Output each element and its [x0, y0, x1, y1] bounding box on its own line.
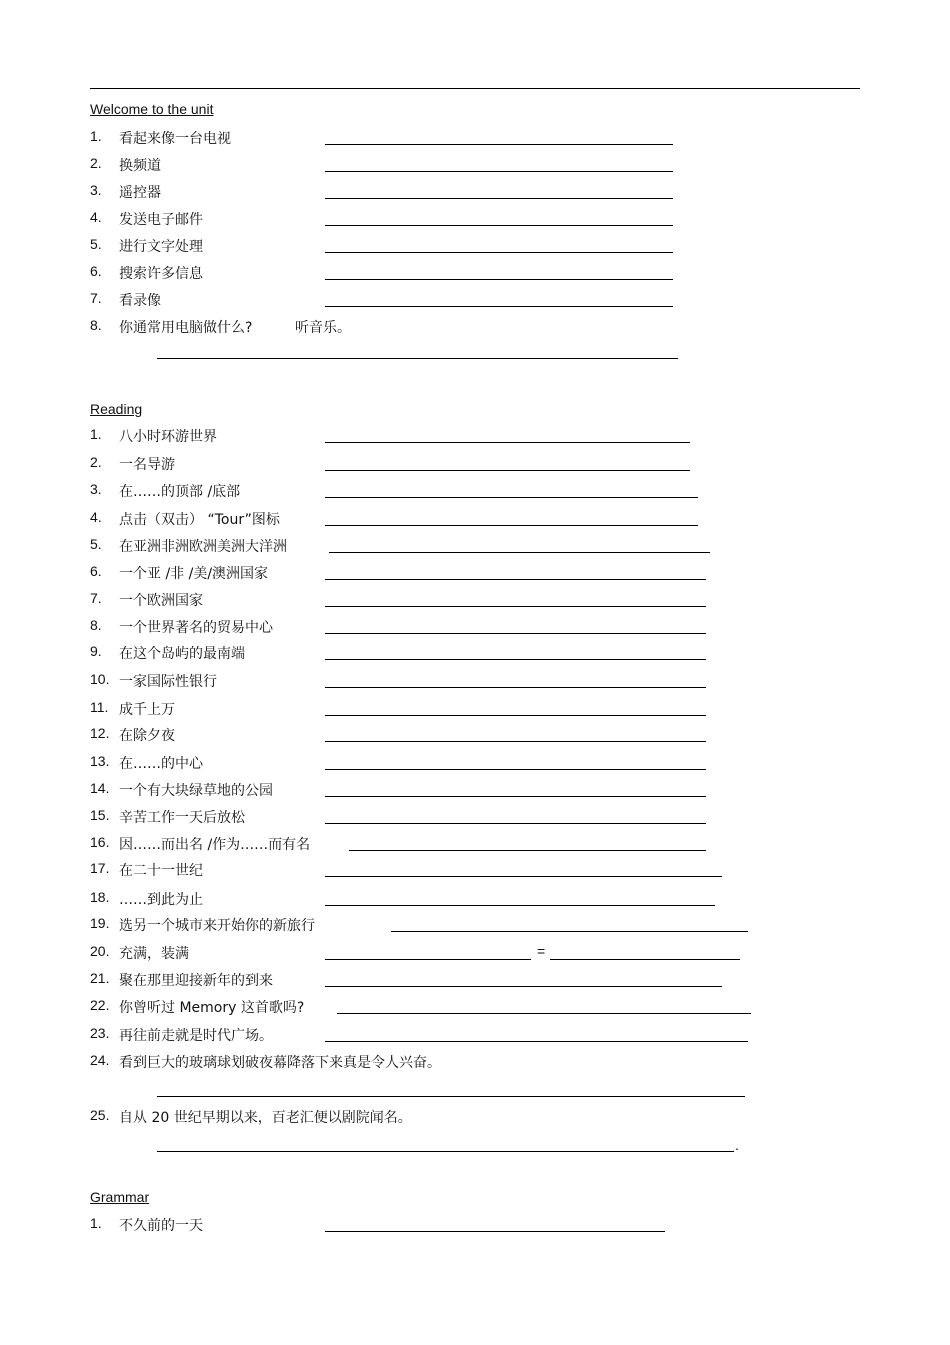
item-prompt: 一个有大块绿草地的公园 — [119, 783, 273, 799]
answer-blank[interactable] — [325, 225, 673, 226]
item-number: 23. — [90, 1025, 110, 1041]
equals-sign: = — [537, 943, 546, 959]
answer-blank[interactable] — [325, 687, 706, 688]
item-prompt: 你曾听过 Memory 这首歌吗? — [119, 1000, 305, 1016]
item-number: 21. — [90, 970, 110, 986]
answer-blank[interactable] — [325, 198, 673, 199]
answer-blank[interactable] — [325, 279, 673, 280]
item-prompt: 充满，装满 — [119, 946, 189, 962]
answer-blank[interactable] — [325, 606, 706, 607]
answer-blank[interactable] — [325, 986, 722, 987]
item-number: 16. — [90, 834, 110, 850]
item-number: 1. — [90, 128, 102, 144]
item-number: 14. — [90, 780, 110, 796]
item-number: 13. — [90, 753, 110, 769]
item-number: 17. — [90, 860, 110, 876]
item-number: 8. — [90, 317, 102, 333]
item-number: 24. — [90, 1052, 110, 1068]
item-prompt: 八小时环游世界 — [119, 429, 217, 445]
item-number: 12. — [90, 725, 110, 741]
answer-blank[interactable] — [391, 931, 748, 932]
answer-blank[interactable] — [325, 470, 690, 471]
item-prompt: 搜索许多信息 — [119, 266, 203, 282]
item-number: 20. — [90, 943, 110, 959]
item-prompt: 不久前的一天 — [119, 1218, 203, 1234]
item-number: 6. — [90, 563, 102, 579]
item-prompt: 在……的顶部 /底部 — [119, 484, 241, 500]
item-prompt: 你通常用电脑做什么? — [119, 320, 253, 336]
answer-blank[interactable] — [325, 796, 706, 797]
item-prompt: 看录像 — [119, 293, 161, 309]
item-number: 10. — [90, 671, 110, 687]
item-prompt: 看起来像一台电视 — [119, 131, 231, 147]
item-prompt: 一个亚 /非 /美/澳洲国家 — [119, 566, 269, 582]
item-number: 1. — [90, 426, 102, 442]
item-prompt: 进行文字处理 — [119, 239, 203, 255]
item-number: 2. — [90, 155, 102, 171]
item-prompt: 在这个岛屿的最南端 — [119, 646, 245, 662]
answer-blank[interactable] — [325, 905, 715, 906]
item-number: 3. — [90, 182, 102, 198]
answer-blank[interactable] — [349, 850, 706, 851]
answer-blank[interactable] — [325, 497, 698, 498]
item-number: 4. — [90, 209, 102, 225]
item-number: 22. — [90, 997, 110, 1013]
item-prompt: 因……而出名 /作为……而有名 — [119, 837, 311, 853]
item-number: 18. — [90, 889, 110, 905]
item-number: 3. — [90, 481, 102, 497]
answer-blank[interactable] — [325, 252, 673, 253]
item-number: 8. — [90, 617, 102, 633]
item-prompt: 一名导游 — [119, 457, 175, 473]
answer-blank[interactable] — [329, 552, 710, 553]
answer-blank[interactable] — [325, 659, 706, 660]
item-prompt: 选另一个城市来开始你的新旅行 — [119, 918, 315, 934]
answer-blank[interactable] — [325, 171, 673, 172]
section-title-welcome: Welcome to the unit — [90, 101, 214, 117]
answer-blank[interactable] — [325, 715, 706, 716]
item-number: 7. — [90, 290, 102, 306]
item-number: 9. — [90, 643, 102, 659]
item-number: 2. — [90, 454, 102, 470]
item-prompt: 一家国际性银行 — [119, 674, 217, 690]
item-number: 6. — [90, 263, 102, 279]
answer-blank[interactable] — [325, 525, 698, 526]
answer-blank[interactable] — [325, 741, 706, 742]
answer-blank[interactable] — [325, 769, 706, 770]
answer-blank[interactable] — [157, 358, 678, 359]
item-number: 7. — [90, 590, 102, 606]
item-prompt: 自从 20 世纪早期以来，百老汇便以剧院闻名。 — [119, 1110, 412, 1126]
item-example-answer: 听音乐。 — [295, 320, 351, 336]
answer-blank[interactable] — [325, 959, 531, 960]
item-number: 19. — [90, 915, 110, 931]
answer-blank[interactable] — [325, 306, 673, 307]
item-prompt: 一个欧洲国家 — [119, 593, 203, 609]
item-prompt: 在亚洲非洲欧洲美洲大洋洲 — [119, 539, 287, 555]
answer-blank[interactable] — [325, 876, 722, 877]
answer-blank[interactable] — [337, 1013, 751, 1014]
item-number: 1. — [90, 1215, 102, 1231]
answer-blank[interactable] — [325, 144, 673, 145]
answer-blank[interactable] — [550, 959, 740, 960]
answer-blank[interactable] — [157, 1151, 734, 1152]
item-prompt: ……到此为止 — [119, 892, 203, 908]
answer-blank[interactable] — [157, 1096, 745, 1097]
answer-blank[interactable] — [325, 442, 690, 443]
item-prompt: 换频道 — [119, 158, 161, 174]
item-number: 25. — [90, 1107, 110, 1123]
answer-blank[interactable] — [325, 1041, 748, 1042]
header-rule — [90, 88, 860, 89]
item-prompt: 在二十一世纪 — [119, 863, 203, 879]
answer-blank[interactable] — [325, 633, 706, 634]
item-number: 5. — [90, 236, 102, 252]
answer-blank[interactable] — [325, 579, 706, 580]
item-prompt: 再往前走就是时代广场。 — [119, 1028, 273, 1044]
item-prompt: 成千上万 — [119, 702, 175, 718]
item-number: 5. — [90, 536, 102, 552]
item-prompt: 一个世界著名的贸易中心 — [119, 620, 273, 636]
answer-blank[interactable] — [325, 1231, 665, 1232]
end-period: . — [735, 1137, 739, 1153]
item-number: 15. — [90, 807, 110, 823]
item-number: 4. — [90, 509, 102, 525]
item-prompt: 看到巨大的玻璃球划破夜幕降落下来真是令人兴奋。 — [119, 1055, 441, 1071]
item-prompt: 在……的中心 — [119, 756, 203, 772]
answer-blank[interactable] — [325, 823, 706, 824]
item-prompt: 聚在那里迎接新年的到来 — [119, 973, 273, 989]
section-title-reading: Reading — [90, 401, 143, 417]
item-prompt: 点击（双击） “Tour”图标 — [119, 512, 280, 528]
item-prompt: 遥控器 — [119, 185, 161, 201]
item-prompt: 发送电子邮件 — [119, 212, 203, 228]
section-title-grammar: Grammar — [90, 1189, 150, 1205]
item-prompt: 在除夕夜 — [119, 728, 175, 744]
item-number: 11. — [90, 699, 109, 715]
item-prompt: 辛苦工作一天后放松 — [119, 810, 245, 826]
